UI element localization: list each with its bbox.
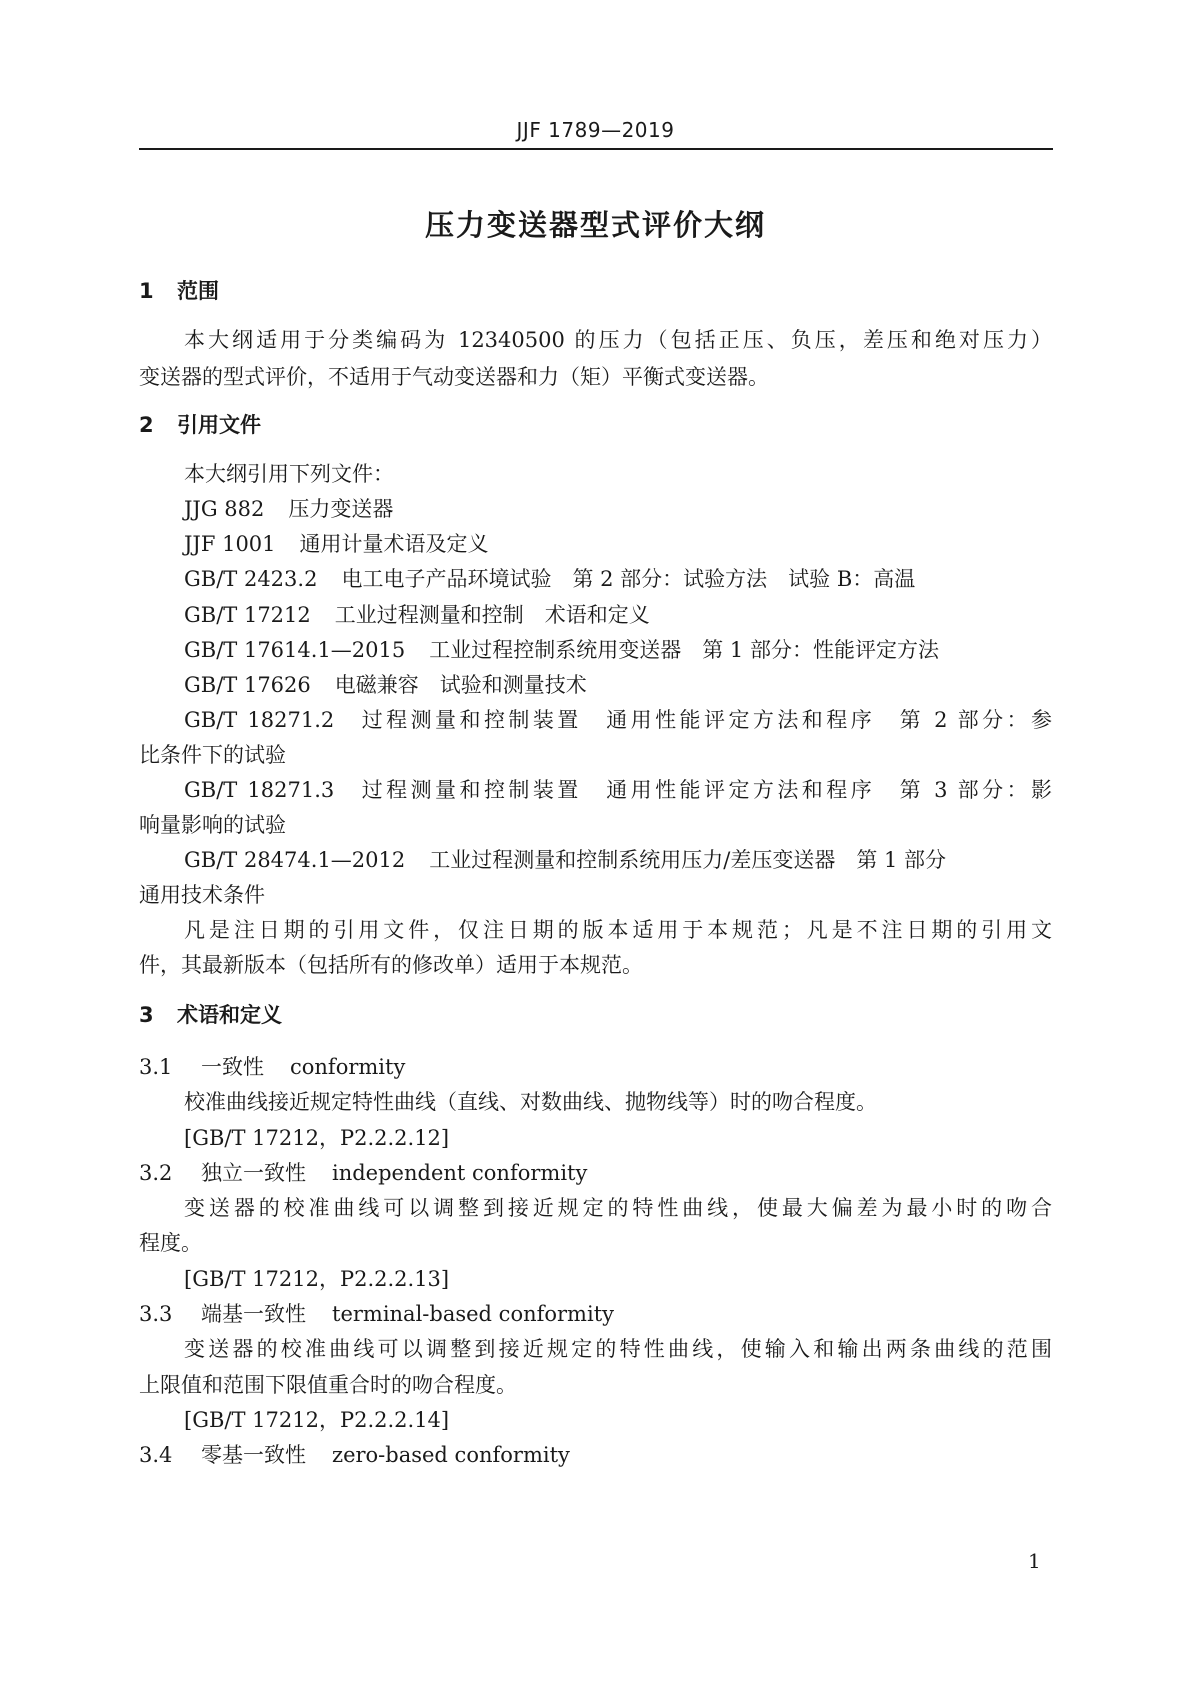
section-1-paragraph-line-2: 变送器的型式评价，不适用于气动变送器和力（矩）平衡式变送器。 (139, 365, 769, 389)
reference-item: GB/T 18271.3 过程测量和控制装置 通用性能评定方法和程序 第 3 部分：影 (184, 778, 1052, 802)
term-heading: 3.1 一致性 conformity (139, 1055, 406, 1079)
reference-item: GB/T 28474.1—2012 工业过程测量和控制系统用压力/差压变送器 第 1 部分 (184, 848, 947, 872)
reference-item: GB/T 2423.2 电工电子产品环境试验 第 2 部分：试验方法 试验 B：高温 (184, 567, 916, 591)
term-definition: 校准曲线接近规定特性曲线（直线、对数曲线、抛物线等）时的吻合程度。 (184, 1090, 877, 1114)
section-2-intro: 本大纲引用下列文件： (184, 462, 394, 486)
page-number: 1 (1028, 1549, 1041, 1573)
standard-code: JJF 1789—2019 (516, 118, 675, 142)
reference-item-continuation: 通用技术条件 (139, 883, 265, 907)
document-title: 压力变送器型式评价大纲 (424, 208, 766, 242)
reference-item-continuation: 比条件下的试验 (139, 743, 286, 767)
section-2-note-line-2: 件，其最新版本（包括所有的修改单）适用于本规范。 (139, 953, 643, 977)
reference-item: GB/T 17626 电磁兼容 试验和测量技术 (184, 673, 587, 697)
term-heading: 3.3 端基一致性 terminal-based conformity (139, 1302, 614, 1326)
reference-item: JJF 1001 通用计量术语及定义 (184, 532, 489, 556)
term-definition-continuation: 上限值和范围下限值重合时的吻合程度。 (139, 1373, 517, 1397)
term-heading: 3.2 独立一致性 independent conformity (139, 1161, 588, 1185)
term-source: [GB/T 17212，P2.2.2.14] (184, 1408, 450, 1432)
term-source: [GB/T 17212，P2.2.2.12] (184, 1126, 450, 1150)
section-1-paragraph-line-1: 本大纲适用于分类编码为 12340500 的压力（包括正压、负压，差压和绝对压力） (184, 328, 1052, 352)
term-source: [GB/T 17212，P2.2.2.13] (184, 1267, 450, 1291)
term-heading: 3.4 零基一致性 zero-based conformity (139, 1443, 570, 1467)
reference-item: GB/T 17212 工业过程测量和控制 术语和定义 (184, 603, 650, 627)
section-2-heading: 2 引用文件 (139, 413, 261, 437)
section-3-heading: 3 术语和定义 (139, 1003, 282, 1027)
term-definition: 变送器的校准曲线可以调整到接近规定的特性曲线，使输入和输出两条曲线的范围 (184, 1337, 1052, 1361)
section-1-heading: 1 范围 (139, 279, 219, 303)
header-divider (139, 148, 1053, 150)
term-definition: 变送器的校准曲线可以调整到接近规定的特性曲线，使最大偏差为最小时的吻合 (184, 1196, 1052, 1220)
reference-item: GB/T 17614.1—2015 工业过程控制系统用变送器 第 1 部分：性能评定方法 (184, 638, 939, 662)
term-definition-continuation: 程度。 (139, 1231, 202, 1255)
reference-item: GB/T 18271.2 过程测量和控制装置 通用性能评定方法和程序 第 2 部分：参 (184, 708, 1052, 732)
section-2-note-line-1: 凡是注日期的引用文件，仅注日期的版本适用于本规范；凡是不注日期的引用文 (184, 918, 1052, 942)
reference-item: JJG 882 压力变送器 (184, 497, 394, 521)
reference-item-continuation: 响量影响的试验 (139, 813, 286, 837)
